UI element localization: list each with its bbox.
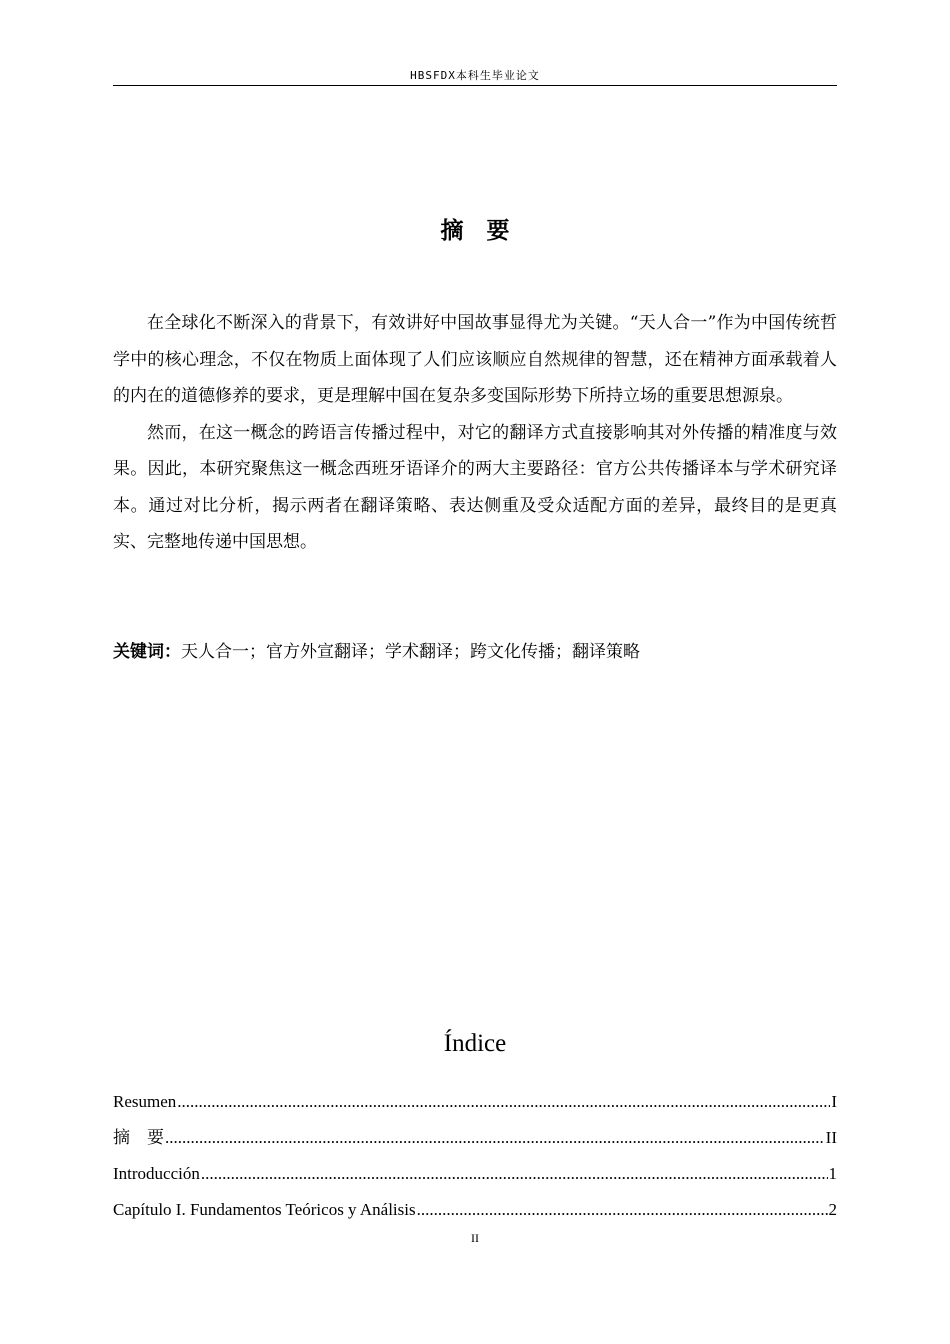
page-number: II [471,1231,479,1245]
keywords-list: 天人合一；官方外宣翻译；学术翻译；跨文化传播；翻译策略 [181,642,640,662]
toc-leader-dots [417,1192,828,1228]
toc-entry-page: 1 [828,1164,837,1183]
abstract-paragraph-1: 在全球化不断深入的背景下，有效讲好中国故事显得尤为关键。“天人合一”作为中国传统哲学中的核心理念，不仅在物质上面体现了人们应该顺应自然规律的智慧，还在精神方面承载着人的内在的道德修养的要求，更是理解中国在复杂多变国际形势下所持立场的重要思想源泉。 [113,313,837,406]
toc-leader-dots [165,1120,825,1156]
running-header: HBSFDX本科生毕业论文 [410,69,540,82]
toc-entry-introduccion[interactable] [113,1156,837,1192]
toc-entry-label: Capítulo I. Fundamentos Teóricos y Análisis [113,1200,416,1219]
abstract-title: 摘 要 [440,218,510,244]
toc-leader-dots [177,1084,830,1120]
toc-entry-page: 2 [828,1200,837,1219]
header-rule [113,85,837,86]
toc-entry-page: I [831,1092,837,1111]
toc-entry-resumen[interactable] [113,1084,837,1120]
toc-entry-abstract[interactable] [113,1120,837,1156]
keywords-label: 关键词： [113,642,181,662]
toc-entry-label: 摘 要 [113,1128,164,1147]
toc-entry-label: Resumen [113,1092,177,1111]
abstract-paragraph-2: 然而，在这一概念的跨语言传播过程中，对它的翻译方式直接影响其对外传播的精准度与效果。因此，本研究聚焦这一概念西班牙语译介的两大主要路径：官方公共传播译本与学术研究译本。通过对比分析，揭示两者在翻译策略、表达侧重及受众适配方面的差异，最终目的是更真实、完整地传递中国思想。 [113,422,837,552]
abstract-body [113,305,837,561]
toc-entry-capitulo-1[interactable] [113,1192,837,1228]
index-title: Índice [443,1030,507,1057]
toc-leader-dots [201,1156,828,1192]
table-of-contents [113,1084,837,1228]
toc-entry-label: Introducción [113,1164,200,1183]
keywords [113,634,837,670]
toc-entry-page: II [825,1128,837,1147]
